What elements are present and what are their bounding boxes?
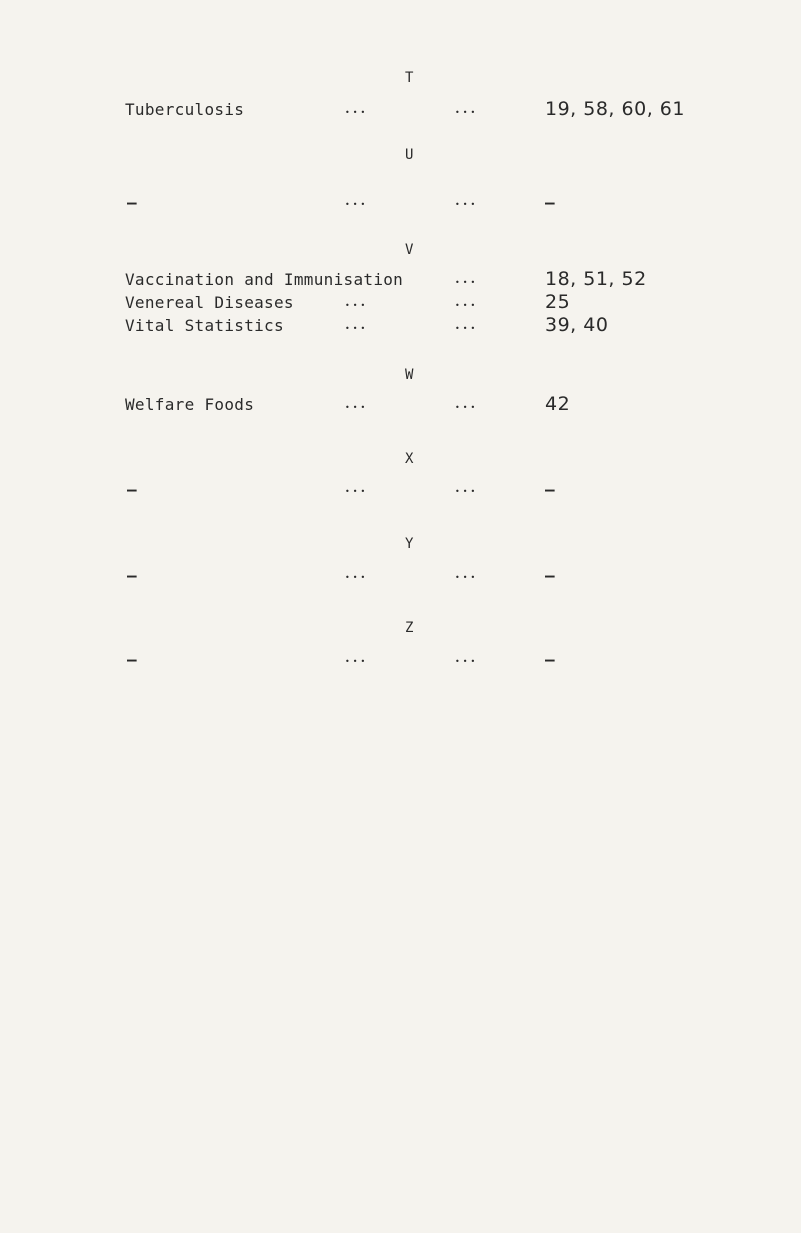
entry-label-empty: — [127, 193, 137, 212]
entry-label-tuberculosis: Tuberculosis [125, 100, 245, 119]
section-letter-v: V [405, 242, 414, 258]
section-letter-y: Y [405, 536, 414, 552]
section-letter-x: X [405, 451, 414, 467]
entry-pages-tuberculosis: 19, 58, 60, 61 [545, 98, 685, 120]
entry-pages-empty: — [545, 566, 555, 585]
entry-pages-welfare-foods: 42 [545, 393, 571, 415]
entry-pages-vital-statistics: 39, 40 [545, 314, 609, 336]
entry-pages-venereal-diseases: 25 [545, 291, 571, 313]
leader-dots: ••• [345, 324, 369, 333]
leader-dots: ••• [345, 573, 369, 582]
leader-dots: ••• [455, 403, 479, 412]
entry-label-welfare-foods: Welfare Foods [125, 395, 255, 414]
leader-dots: ••• [455, 324, 479, 333]
leader-dots: ••• [455, 301, 479, 310]
section-letter-w: W [405, 367, 414, 383]
leader-dots: ••• [455, 200, 479, 209]
entry-label-vital-statistics: Vital Statistics [125, 316, 284, 335]
leader-dots: ••• [345, 657, 369, 666]
leader-dots: ••• [345, 301, 369, 310]
entry-label-venereal-diseases: Venereal Diseases [125, 293, 294, 312]
entry-label-vaccination: Vaccination and Immunisation [125, 270, 404, 289]
leader-dots: ••• [345, 200, 369, 209]
section-letter-t: T [405, 70, 414, 86]
entry-pages-vaccination: 18, 51, 52 [545, 268, 647, 290]
section-letter-u: U [405, 147, 414, 163]
leader-dots: ••• [345, 487, 369, 496]
section-letter-z: Z [405, 620, 414, 636]
entry-label-empty: — [127, 480, 137, 499]
entry-label-empty: — [127, 650, 137, 669]
leader-dots: ••• [455, 487, 479, 496]
leader-dots: ••• [345, 403, 369, 412]
leader-dots: ••• [455, 657, 479, 666]
entry-pages-empty: — [545, 480, 555, 499]
entry-pages-empty: — [545, 193, 555, 212]
entry-pages-empty: — [545, 650, 555, 669]
leader-dots: ••• [455, 108, 479, 117]
entry-label-empty: — [127, 566, 137, 585]
leader-dots: ••• [455, 278, 479, 287]
leader-dots: ••• [455, 573, 479, 582]
leader-dots: ••• [345, 108, 369, 117]
